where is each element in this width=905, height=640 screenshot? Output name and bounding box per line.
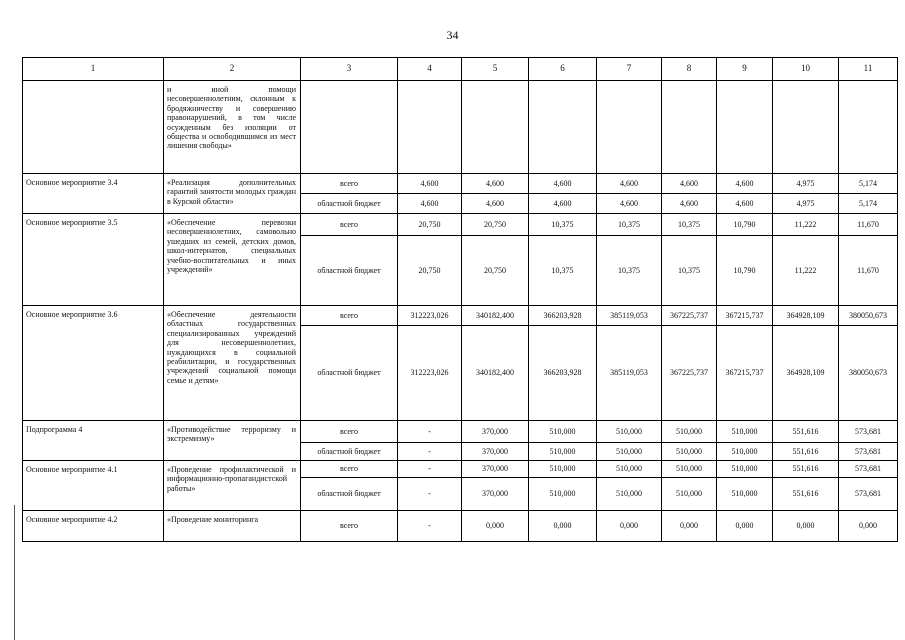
amount-cell: 0,000 — [662, 511, 717, 542]
amount-cell: 4,975 — [773, 174, 839, 194]
amount-cell: 20,750 — [462, 214, 529, 236]
amount-cell: 10,790 — [717, 214, 773, 236]
amount-cell: 0,000 — [529, 511, 597, 542]
amount-cell: 11,670 — [839, 236, 898, 306]
amount-cell: 10,375 — [662, 214, 717, 236]
amount-cell: 573,681 — [839, 478, 898, 511]
amount-cell: 0,000 — [717, 511, 773, 542]
amount-cell: 20,750 — [462, 236, 529, 306]
funding-source: областной бюджет — [301, 326, 398, 421]
activity-description: «Обеспечение деятельности областных государственных специализированных учреждений для несовершеннолетних, нуждающихся в социальной реабилитации, и государственных учреждений социальной помощи семье и детям» — [164, 306, 301, 421]
empty-cell — [398, 81, 462, 174]
amount-cell: - — [398, 478, 462, 511]
amount-cell: 364928,109 — [773, 326, 839, 421]
table-row — [23, 421, 898, 443]
funding-source: всего — [301, 511, 398, 542]
amount-cell: 0,000 — [839, 511, 898, 542]
empty-cell — [597, 81, 662, 174]
amount-cell: 367215,737 — [717, 326, 773, 421]
amount-cell: 380050,673 — [839, 326, 898, 421]
amount-cell: 312223,026 — [398, 306, 462, 326]
empty-cell — [462, 81, 529, 174]
amount-cell: 510,000 — [662, 421, 717, 443]
amount-cell: 4,975 — [773, 194, 839, 214]
amount-cell: 10,375 — [597, 236, 662, 306]
funding-source: областной бюджет — [301, 194, 398, 214]
name-cell — [23, 81, 164, 174]
table-row — [23, 306, 898, 326]
amount-cell: 4,600 — [717, 174, 773, 194]
amount-cell: 510,000 — [662, 443, 717, 461]
amount-cell: 385119,053 — [597, 306, 662, 326]
amount-cell: 551,616 — [773, 443, 839, 461]
scan-edge-line — [14, 505, 15, 640]
column-header: 8 — [662, 58, 717, 81]
amount-cell: - — [398, 443, 462, 461]
funding-source: всего — [301, 306, 398, 326]
column-header: 6 — [529, 58, 597, 81]
activity-description: «Проведение профилактической и информационно-пропагандистской работы» — [164, 461, 301, 511]
amount-cell: 10,375 — [529, 236, 597, 306]
amount-cell: 573,681 — [839, 461, 898, 478]
page-number: 34 — [446, 28, 459, 42]
amount-cell: - — [398, 511, 462, 542]
funding-source: областной бюджет — [301, 236, 398, 306]
amount-cell: 510,000 — [529, 443, 597, 461]
empty-cell — [717, 81, 773, 174]
amount-cell: 20,750 — [398, 214, 462, 236]
amount-cell: 11,222 — [773, 214, 839, 236]
column-header: 4 — [398, 58, 462, 81]
funding-source: всего — [301, 214, 398, 236]
amount-cell: 510,000 — [529, 461, 597, 478]
amount-cell: 340182,400 — [462, 306, 529, 326]
amount-cell: 510,000 — [717, 461, 773, 478]
amount-cell: 366203,928 — [529, 306, 597, 326]
activity-name: Основное мероприятие 3.6 — [23, 306, 164, 421]
table-row — [23, 214, 898, 236]
activity-description: «Проведение мониторинга — [164, 511, 301, 542]
column-header: 2 — [164, 58, 301, 81]
amount-cell: 385119,053 — [597, 326, 662, 421]
amount-cell: 11,222 — [773, 236, 839, 306]
column-header: 1 — [23, 58, 164, 81]
activity-description: «Обеспечение перевозки несовершеннолетних, самовольно ушедших из семей, детских домов, школ-интернатов, специальных учебно-воспитательных и иных учреждений» — [164, 214, 301, 306]
amount-cell: 510,000 — [662, 461, 717, 478]
amount-cell: 20,750 — [398, 236, 462, 306]
table-row — [23, 461, 898, 478]
amount-cell: 4,600 — [597, 174, 662, 194]
amount-cell: 551,616 — [773, 478, 839, 511]
column-header: 3 — [301, 58, 398, 81]
column-header: 9 — [717, 58, 773, 81]
funding-source: областной бюджет — [301, 443, 398, 461]
amount-cell: 10,790 — [717, 236, 773, 306]
activity-description: «Реализация дополнительных гарантий занятости молодых граждан в Курской области» — [164, 174, 301, 214]
amount-cell: 510,000 — [597, 421, 662, 443]
table-row — [23, 174, 898, 194]
amount-cell: 380050,673 — [839, 306, 898, 326]
activity-name: Основное мероприятие 3.4 — [23, 174, 164, 214]
amount-cell: 551,616 — [773, 421, 839, 443]
funding-source: всего — [301, 461, 398, 478]
activity-name: Основное мероприятие 4.1 — [23, 461, 164, 511]
table-body — [23, 58, 898, 542]
amount-cell: 510,000 — [717, 478, 773, 511]
funding-source: всего — [301, 174, 398, 194]
amount-cell: 551,616 — [773, 461, 839, 478]
amount-cell: 370,000 — [462, 421, 529, 443]
amount-cell: 510,000 — [597, 478, 662, 511]
amount-cell: 510,000 — [529, 478, 597, 511]
empty-cell — [301, 81, 398, 174]
amount-cell: 4,600 — [717, 194, 773, 214]
amount-cell: 370,000 — [462, 461, 529, 478]
funding-source: всего — [301, 421, 398, 443]
amount-cell: 510,000 — [662, 478, 717, 511]
amount-cell: 11,670 — [839, 214, 898, 236]
amount-cell: 10,375 — [662, 236, 717, 306]
amount-cell: 0,000 — [597, 511, 662, 542]
amount-cell: 366203,928 — [529, 326, 597, 421]
amount-cell: 4,600 — [398, 194, 462, 214]
continuation-description: и иной помощи несовершеннолетним, склонным к бродяжничеству и совершению правонарушений, в том числе осужденным без изоляции от общества и освободившимся из мест лишения свободы» — [164, 81, 301, 174]
amount-cell: 367215,737 — [717, 306, 773, 326]
empty-cell — [529, 81, 597, 174]
activity-name: Подпрограмма 4 — [23, 421, 164, 461]
amount-cell: 367225,737 — [662, 306, 717, 326]
amount-cell: 4,600 — [662, 174, 717, 194]
amount-cell: - — [398, 421, 462, 443]
amount-cell: 367225,737 — [662, 326, 717, 421]
amount-cell: 0,000 — [773, 511, 839, 542]
amount-cell: 370,000 — [462, 478, 529, 511]
amount-cell: 4,600 — [597, 194, 662, 214]
amount-cell: 510,000 — [597, 461, 662, 478]
amount-cell: 573,681 — [839, 443, 898, 461]
column-header: 5 — [462, 58, 529, 81]
amount-cell: 364928,109 — [773, 306, 839, 326]
amount-cell: 4,600 — [462, 174, 529, 194]
column-header: 10 — [773, 58, 839, 81]
amount-cell: 4,600 — [529, 194, 597, 214]
amount-cell: 4,600 — [529, 174, 597, 194]
amount-cell: 510,000 — [529, 421, 597, 443]
column-header-row — [23, 58, 898, 81]
activity-description: «Противодействие терроризму и экстремизму» — [164, 421, 301, 461]
amount-cell: 510,000 — [597, 443, 662, 461]
amount-cell: 312223,026 — [398, 326, 462, 421]
funding-source: областной бюджет — [301, 478, 398, 511]
amount-cell: 5,174 — [839, 174, 898, 194]
amount-cell: 4,600 — [462, 194, 529, 214]
amount-cell: 0,000 — [462, 511, 529, 542]
amount-cell: - — [398, 461, 462, 478]
amount-cell: 510,000 — [717, 443, 773, 461]
amount-cell: 510,000 — [717, 421, 773, 443]
amount-cell: 370,000 — [462, 443, 529, 461]
column-header: 11 — [839, 58, 898, 81]
budget-table — [22, 57, 898, 542]
column-header: 7 — [597, 58, 662, 81]
amount-cell: 10,375 — [529, 214, 597, 236]
activity-name: Основное мероприятие 3.5 — [23, 214, 164, 306]
empty-cell — [839, 81, 898, 174]
amount-cell: 573,681 — [839, 421, 898, 443]
continuation-row — [23, 81, 898, 174]
amount-cell: 340182,400 — [462, 326, 529, 421]
table-row — [23, 511, 898, 542]
amount-cell: 4,600 — [398, 174, 462, 194]
amount-cell: 4,600 — [662, 194, 717, 214]
activity-name: Основное мероприятие 4.2 — [23, 511, 164, 542]
amount-cell: 5,174 — [839, 194, 898, 214]
empty-cell — [773, 81, 839, 174]
amount-cell: 10,375 — [597, 214, 662, 236]
empty-cell — [662, 81, 717, 174]
